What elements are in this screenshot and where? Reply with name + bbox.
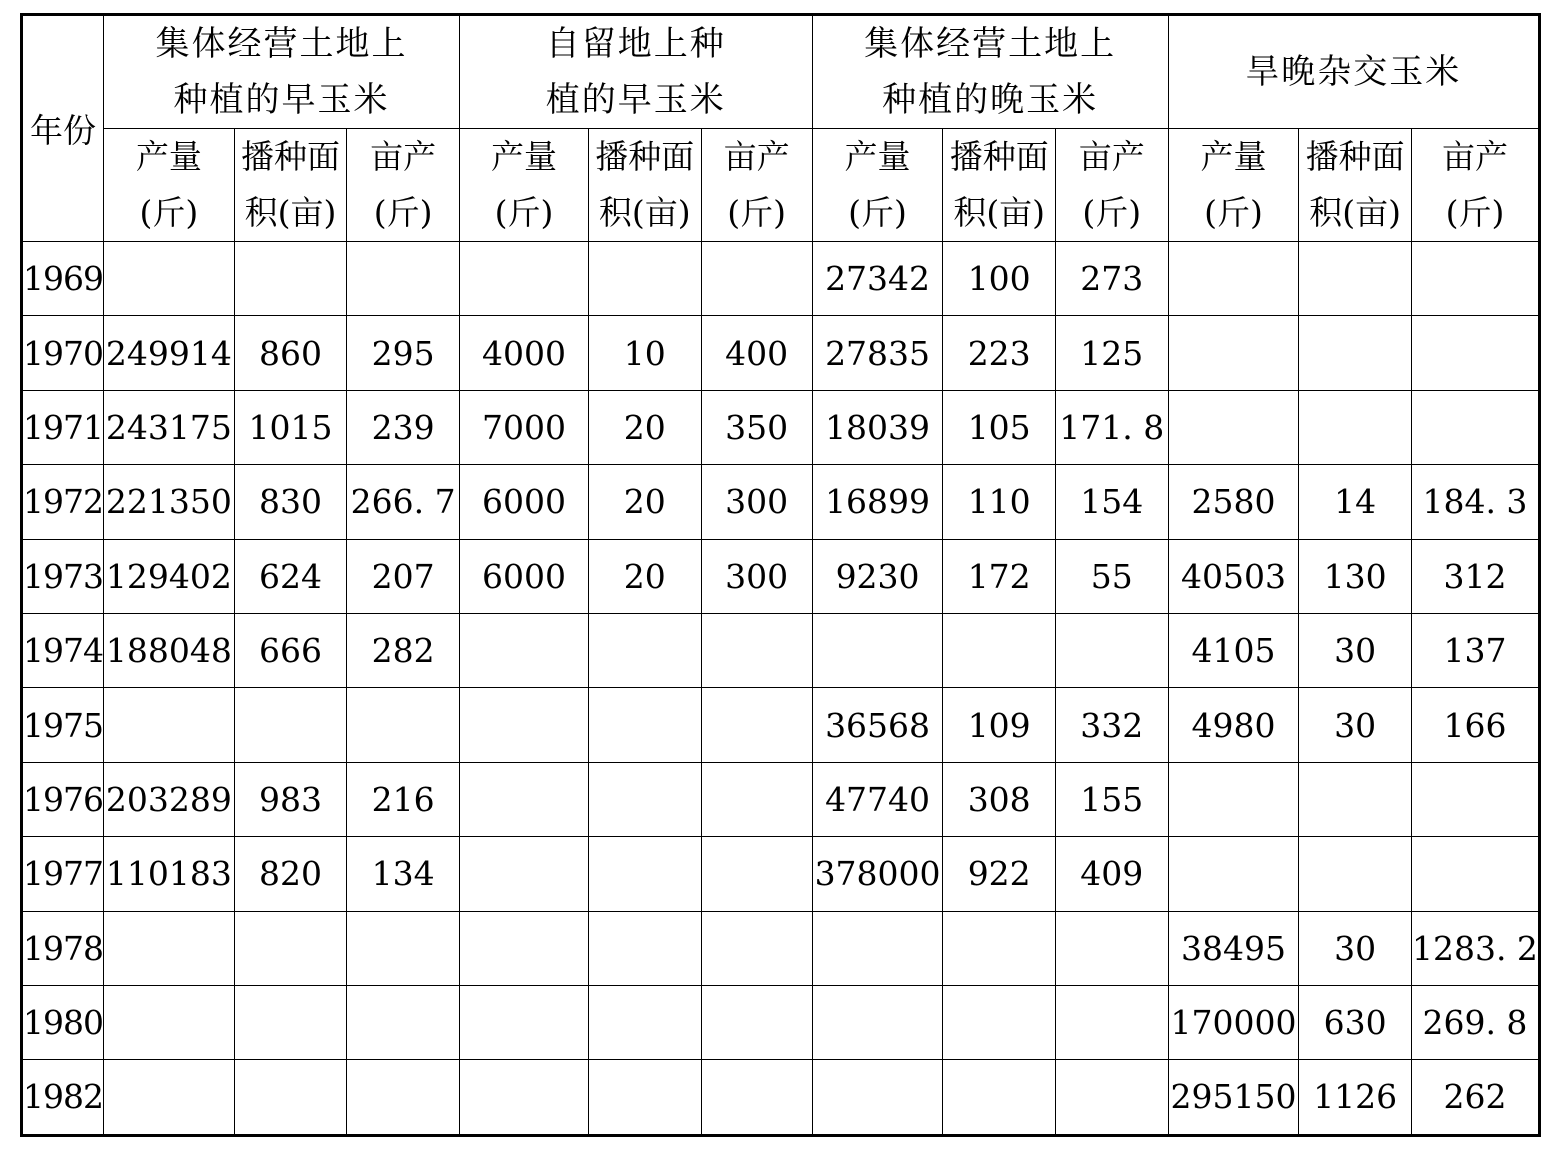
data-cell: 125 [1055,316,1168,390]
data-cell [234,985,346,1059]
data-cell: 249914 [103,316,234,390]
data-cell [1168,242,1299,316]
data-cell: 20 [589,465,701,539]
year-cell: 1980 [22,985,104,1059]
data-cell [1055,613,1168,687]
data-cell: 27342 [812,242,943,316]
data-cell: 378000 [812,837,943,911]
data-cell [589,837,701,911]
group-header-line: 种植的晚玉米 [882,80,1099,120]
data-cell: 262 [1411,1060,1539,1135]
data-cell: 155 [1055,762,1168,836]
data-cell [103,1060,234,1135]
data-cell [1411,762,1539,836]
data-cell: 55 [1055,539,1168,613]
subheader-line: 播种面 [1305,137,1405,176]
subheader-line: (斤) [373,193,433,232]
subheader-output [812,129,943,242]
data-cell: 105 [943,390,1055,464]
data-cell: 2580 [1168,465,1299,539]
year-cell: 1974 [22,613,104,687]
data-cell: 282 [347,613,460,687]
data-cell: 223 [943,316,1055,390]
group-header-private-early [459,15,812,129]
data-cell: 4980 [1168,688,1299,762]
data-cell: 4000 [459,316,588,390]
data-cell [1411,316,1539,390]
subheader-area [234,129,346,242]
table-row [22,762,1540,836]
data-cell: 630 [1299,985,1411,1059]
subheader-line: (斤) [1204,193,1263,232]
data-cell: 184. 3 [1411,465,1539,539]
data-cell [1055,985,1168,1059]
data-cell: 166 [1411,688,1539,762]
data-cell [701,1060,812,1135]
data-cell [459,911,588,985]
subheader-line: 播种面 [241,137,341,176]
table-row [22,390,1540,464]
data-cell: 47740 [812,762,943,836]
data-cell: 172 [943,539,1055,613]
data-cell: 18039 [812,390,943,464]
data-cell: 171. 8 [1055,390,1168,464]
data-cell [812,613,943,687]
data-cell [1168,762,1299,836]
data-cell: 332 [1055,688,1168,762]
data-cell: 1126 [1299,1060,1411,1135]
table-row [22,539,1540,613]
data-cell [347,688,460,762]
data-cell: 216 [347,762,460,836]
data-cell [1055,1060,1168,1135]
table-row [22,316,1540,390]
data-cell [943,1060,1055,1135]
data-cell [701,911,812,985]
subheader-area [589,129,701,242]
data-cell: 203289 [103,762,234,836]
data-cell: 1283. 2 [1411,911,1539,985]
data-cell [103,985,234,1059]
data-cell [701,242,812,316]
group-header-line: 自留地上种 [545,24,726,64]
data-cell: 266. 7 [347,465,460,539]
data-cell: 129402 [103,539,234,613]
corn-yield-table [20,13,1541,1137]
subheader-area [943,129,1055,242]
data-cell [234,242,346,316]
data-cell: 239 [347,390,460,464]
subheader-output [1168,129,1299,242]
data-cell: 30 [1299,911,1411,985]
data-cell [701,837,812,911]
data-cell [347,911,460,985]
group-header-line: 集体经营土地上 [155,24,408,64]
data-cell: 20 [589,539,701,613]
year-cell: 1971 [22,390,104,464]
subheader-line: 亩产 [370,137,437,176]
data-cell: 14 [1299,465,1411,539]
group-header-line: 植的早玉米 [545,80,726,120]
data-cell: 7000 [459,390,588,464]
data-cell: 6000 [459,465,588,539]
subheader-line: (斤) [1082,193,1142,232]
subheader-yield [347,129,460,242]
subheader-line: (斤) [848,193,907,232]
data-cell [103,911,234,985]
data-cell [589,911,701,985]
data-cell: 154 [1055,465,1168,539]
data-cell [943,985,1055,1059]
data-cell: 1015 [234,390,346,464]
data-cell: 409 [1055,837,1168,911]
data-cell: 10 [589,316,701,390]
data-cell: 207 [347,539,460,613]
group-header-hybrid [1168,15,1539,129]
data-cell [589,242,701,316]
data-cell: 830 [234,465,346,539]
data-cell [459,613,588,687]
subheader-area [1299,129,1411,242]
data-cell [459,762,588,836]
data-cell: 16899 [812,465,943,539]
data-cell [234,911,346,985]
data-cell [347,242,460,316]
group-header-line: 集体经营土地上 [864,24,1117,64]
table-row [22,465,1540,539]
data-cell: 295 [347,316,460,390]
data-cell [701,985,812,1059]
data-cell [459,1060,588,1135]
table-row [22,911,1540,985]
data-cell: 300 [701,539,812,613]
data-cell: 110183 [103,837,234,911]
data-cell: 308 [943,762,1055,836]
subheader-line: 产量 [491,137,558,176]
subheader-line: 亩产 [723,137,790,176]
year-cell: 1976 [22,762,104,836]
data-cell [1168,837,1299,911]
year-header: 年份 [22,15,104,242]
data-cell: 295150 [1168,1060,1299,1135]
data-cell [459,242,588,316]
data-cell [812,985,943,1059]
data-cell: 983 [234,762,346,836]
year-cell: 1969 [22,242,104,316]
data-cell: 312 [1411,539,1539,613]
data-cell: 300 [701,465,812,539]
data-cell [1168,390,1299,464]
group-header-collective-late [812,15,1168,129]
data-cell: 9230 [812,539,943,613]
data-cell: 27835 [812,316,943,390]
data-cell: 134 [347,837,460,911]
data-cell: 170000 [1168,985,1299,1059]
year-cell: 1977 [22,837,104,911]
data-cell: 188048 [103,613,234,687]
data-cell: 922 [943,837,1055,911]
data-cell [234,1060,346,1135]
data-cell [812,1060,943,1135]
data-cell [943,911,1055,985]
data-cell: 350 [701,390,812,464]
subheader-yield [1411,129,1539,242]
data-cell [1411,242,1539,316]
subheader-yield [701,129,812,242]
table-row [22,985,1540,1059]
subheader-line: (斤) [139,193,199,232]
data-cell [1299,242,1411,316]
data-cell: 666 [234,613,346,687]
year-cell: 1978 [22,911,104,985]
data-cell: 137 [1411,613,1539,687]
data-cell: 624 [234,539,346,613]
subheader-output [459,129,588,242]
subheader-line: 产量 [1200,137,1267,176]
data-cell: 130 [1299,539,1411,613]
data-cell [701,762,812,836]
data-cell [589,985,701,1059]
subheader-line: (斤) [494,193,554,232]
data-cell: 110 [943,465,1055,539]
table-row [22,1060,1540,1135]
data-cell [459,985,588,1059]
year-cell: 1975 [22,688,104,762]
data-cell [1299,837,1411,911]
data-cell [589,688,701,762]
table-row [22,688,1540,762]
data-cell: 269. 8 [1411,985,1539,1059]
data-cell: 36568 [812,688,943,762]
group-header-line: 旱晚杂交玉米 [1245,52,1462,92]
data-cell: 38495 [1168,911,1299,985]
data-cell [701,613,812,687]
year-cell: 1973 [22,539,104,613]
subheader-line: 播种面 [949,137,1049,176]
data-cell: 860 [234,316,346,390]
table-body [22,242,1540,1136]
data-cell [1168,316,1299,390]
data-cell [103,688,234,762]
subheader-line: (斤) [1445,193,1505,232]
subheader-line: 产量 [135,137,202,176]
data-cell [589,762,701,836]
group-header-row [22,15,1540,129]
data-cell: 273 [1055,242,1168,316]
group-header-line: 种植的早玉米 [173,80,390,120]
data-cell [589,613,701,687]
subheader-line: 积(亩) [598,193,691,232]
subheader-line: (斤) [727,193,786,232]
data-cell [701,688,812,762]
subheader-line: 产量 [844,137,911,176]
data-cell [459,688,588,762]
year-cell: 1970 [22,316,104,390]
subheader-row [22,129,1540,242]
table-row [22,242,1540,316]
data-cell: 109 [943,688,1055,762]
data-cell [234,688,346,762]
data-cell: 6000 [459,539,588,613]
data-cell [347,1060,460,1135]
data-cell [459,837,588,911]
data-cell [103,242,234,316]
table-row [22,613,1540,687]
year-cell: 1982 [22,1060,104,1135]
data-cell: 400 [701,316,812,390]
subheader-yield [1055,129,1168,242]
subheader-line: 积(亩) [953,193,1046,232]
subheader-line: 亩产 [1078,137,1145,176]
subheader-line: 播种面 [595,137,695,176]
data-cell: 221350 [103,465,234,539]
data-cell [1411,837,1539,911]
data-cell: 40503 [1168,539,1299,613]
subheader-line: 积(亩) [244,193,337,232]
subheader-line: 亩产 [1441,137,1508,176]
data-cell [943,613,1055,687]
data-cell: 20 [589,390,701,464]
data-cell [589,1060,701,1135]
data-cell: 243175 [103,390,234,464]
subheader-line: 积(亩) [1309,193,1402,232]
data-cell [347,985,460,1059]
year-cell: 1972 [22,465,104,539]
data-cell: 4105 [1168,613,1299,687]
data-cell: 30 [1299,613,1411,687]
data-cell [1299,316,1411,390]
data-cell [1411,390,1539,464]
table-row [22,837,1540,911]
data-cell: 30 [1299,688,1411,762]
data-cell: 820 [234,837,346,911]
data-cell: 100 [943,242,1055,316]
data-cell [1055,911,1168,985]
data-cell [1299,390,1411,464]
subheader-output [103,129,234,242]
group-header-collective-early [103,15,459,129]
data-cell [812,911,943,985]
data-cell [1299,762,1411,836]
